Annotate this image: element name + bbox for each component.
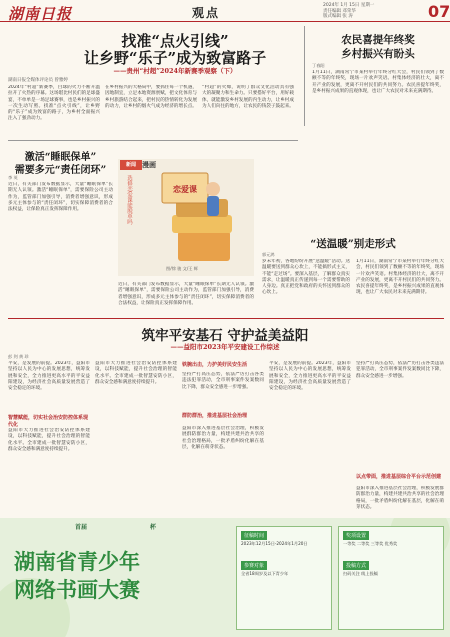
ad-label-left: 首届 bbox=[75, 524, 88, 531]
ad-box-3-label: 奖项设置 bbox=[343, 531, 369, 540]
feature-body-col-2: 益阳市大力推进社会治安防控体系建设，以科技赋能，提升社会治理的智能化水平。全市建成一批智慧安防小区，群众安全感和满意度持续提升。 bbox=[95, 361, 177, 385]
feature-byline: 彭 剑 黄 珍 bbox=[8, 354, 29, 359]
section-title: 观点 bbox=[192, 6, 221, 20]
book-stack bbox=[172, 199, 232, 261]
feature-body-4: 益阳市深入推进基层社会治理，积极发展群防群治力量，构建共建共治共享的社会治理格局，一批矛盾纠纷化解在基层，化解在萌芽状态。 bbox=[182, 426, 264, 450]
left-mid-title-2: 需要多元“责任闭环” bbox=[14, 165, 107, 176]
feature-section-3: 群防群治，推进基层社会治理 bbox=[182, 413, 248, 419]
lead-body-col-1: 2024年“村超”新赛季，白球的火力不断升温拉开了火热的序幕。这场堪比村民们的足球盛宴，不单单是一场足球赛事，也是乡村振兴的一次生动写照。找准“点火引线”，让乡野的“乐子”成为致富的路子，为乡村全面振兴注入了强劲动力。 bbox=[8, 85, 100, 122]
cartoon-sign: 恋爱课 bbox=[173, 185, 197, 194]
feature-body-1: 平安，是发展的前提。2023年，益阳市坚持以人民为中心的发展思想，统筹发展和安全，全力推进更高水平的平安益阳建设，为经济社会高质量发展营造了安全稳定的环境。 bbox=[8, 361, 90, 392]
cartoon-header: 漫画 bbox=[142, 160, 156, 169]
right-mid-body-col-2: 1月11日，湖南常宁市某村举行年终分红大会，村民们领到了数额不等的年终奖，现场一片欢声笑语。村集体经济的壮大，离不开产业的发展，更离不开村民们的共同努力。农民喜提年终奖，是乡村振兴成果的直观体现，也让广大农民对未来充满期待。 bbox=[356, 259, 444, 296]
layout-editor-line: 版式编辑 张 涛 bbox=[323, 14, 353, 19]
ad-info-box-left bbox=[236, 526, 332, 630]
column-divider bbox=[304, 26, 305, 126]
feature-top-rule bbox=[8, 318, 444, 319]
feature-body-col-5b: 益阳市深入推进基层社会治理，积极发展群防群治力量，构建共建共治共享的社会治理格局，一批矛盾纠纷化解在基层，化解在萌芽状态。 bbox=[356, 486, 444, 510]
feature-section-2: 铁腕出击，力护美好民安生活 bbox=[182, 362, 248, 368]
feature-section-1: 智慧赋能，切实社会治安防控体系现代化 bbox=[8, 415, 89, 428]
feature-body-2: 益阳市大力推进社会治安防控体系建设，以科技赋能，提升社会治理的智能化水平。全市建成一批智慧安防小区，群众安全感和满意度持续提升。 bbox=[8, 428, 90, 452]
cartoon-panel bbox=[118, 159, 254, 276]
cartoon-credit: 图/徐 骏 文/王 辉 bbox=[166, 266, 198, 271]
feature-body-col-5: 坚持严打高压态势，依法严厉打击各类违法犯罪活动，全市刑事案件发案数同比下降，群众安全感进一步增强。 bbox=[356, 361, 444, 379]
editor-line: 责任编辑 邓荣华 bbox=[323, 8, 356, 14]
cartoon-tag: 新闻 bbox=[120, 160, 142, 170]
left-mid-byline: 李 英 bbox=[8, 175, 18, 180]
right-mid-body-col-1: 岁末年初，各地纷纷开展“送温暖”活动。送温暖要送到群众心坎上，不能搞形式主义，不能“走过场”。要深入基层，了解群众真实需求，让温暖真正传递到每一个需要帮助的人身边。真正把党和政府的关怀送到群众的心坎上。 bbox=[262, 259, 350, 296]
character-body bbox=[207, 196, 219, 216]
ad-label-center: 杯 bbox=[150, 524, 157, 531]
right-top-title-2: 乡村振兴有盼头 bbox=[341, 48, 415, 60]
right-top-body: 1月11日，湖南常宁市某村举行年终分红大会，村民们领到了数额不等的年终奖，现场一片欢声笑语。村集体经济的壮大，离不开产业的发展，更离不开村民们的共同努力。农民喜提年终奖，是乡村振兴成果的直观体现，也让广大农民对未来充满期待。 bbox=[312, 70, 444, 94]
lead-byline: 湖南日报全媒体评论员 曾雅婷 bbox=[8, 78, 68, 83]
ad-info-box-right bbox=[338, 526, 444, 630]
cartoon-illustration bbox=[118, 159, 254, 276]
right-mid-byline: 郭元鸿 bbox=[262, 252, 275, 257]
right-top-title-1: 农民喜提年终奖 bbox=[341, 34, 415, 46]
ad-box-1-text: 2023年12月15日-2024年1月20日 bbox=[241, 541, 308, 546]
section-divider bbox=[8, 140, 298, 141]
newspaper-logo: 湖南日报 bbox=[8, 5, 73, 23]
ad-title-line-2: 网络书画大赛 bbox=[14, 577, 140, 602]
feature-section-4: 以点带面，推进基层综合平台示范创建 bbox=[356, 474, 442, 480]
ad-box-2-text: 全省18周岁及以下青少年 bbox=[241, 571, 289, 576]
contest-advertisement bbox=[0, 518, 450, 637]
right-mid-title: “送温暖”别走形式 bbox=[310, 238, 396, 250]
ad-box-2-label: 参赛对象 bbox=[241, 561, 267, 570]
ad-box-4-label: 投稿方式 bbox=[343, 561, 369, 570]
left-mid-body: 近日，有关部门发布数据显示，大量“睡眠保单”长期无人认领。激活“睡眠保单”，需要保险公司主动作为，监管部门加强引导，消费者增强意识，形成多元主体参与的“责任闭环”，切实保障消费者的合法权益，让保险真正发挥保障作用。 bbox=[8, 182, 113, 213]
left-mid-title-1: 激活“睡眠保单” bbox=[24, 152, 97, 163]
page-number: 07 bbox=[428, 2, 450, 21]
character-head bbox=[206, 182, 220, 196]
ad-box-1-label: 征稿时间 bbox=[241, 531, 267, 540]
ad-box-4-text: 扫码关注 线上投稿 bbox=[343, 571, 378, 576]
feature-subtitle: ——益阳市2023年平安建设工作综述 bbox=[170, 343, 280, 351]
masthead bbox=[0, 0, 450, 22]
feature-title: 筑牢平安基石 守护益美益阳 bbox=[141, 328, 309, 344]
cartoon-vertical-caption: 选修恋爱课能脱单吗 bbox=[126, 175, 132, 225]
lead-subtitle: ——贵州“村超”2024年新赛季观察（下） bbox=[113, 67, 237, 75]
lead-title-line-1: 找准“点火引线” bbox=[121, 32, 229, 50]
cartoon-commentary: 近日，有关部门发布数据显示，大量“睡眠保单”长期无人认领。激活“睡眠保单”，需要保险公司主动作为，监管部门加强引导，消费者增强意识，形成多元主体参与的“责任闭环”，切实保障消费者的合法权益，让保险真正发挥保障作用。 bbox=[118, 282, 254, 306]
feature-body-3: 坚持严打高压态势，依法严厉打击各类违法犯罪活动，全市刑事案件发案数同比下降，群众安全感进一步增强。 bbox=[182, 372, 264, 390]
date-info bbox=[323, 3, 374, 20]
ad-title-line-1: 湖南省青少年 bbox=[14, 549, 140, 574]
lead-body-col-2: 在乡村振兴的大格局中，要抓住每一个机遇，因地制宜，立足本地资源禀赋，把文化体育与乡村旅游结合起来，把村民的热情转化为发展的动力，让乡村的烟火气成为经济的增长点。 bbox=[105, 85, 197, 109]
lead-title-line-2: 让乡野“乐子”成为致富路子 bbox=[83, 49, 267, 67]
ad-box-3-text: 一等奖 二等奖 三等奖 优秀奖 bbox=[343, 541, 398, 546]
date-line: 2024年 1月 15日 星期一 bbox=[323, 3, 375, 8]
feature-body-col-4: 平安，是发展的前提。2023年，益阳市坚持以人民为中心的发展思想，统筹发展和安全，全力推进更高水平的平安益阳建设，为经济社会高质量发展营造了安全稳定的环境。 bbox=[269, 361, 351, 392]
right-top-byline: 丁春阳 bbox=[312, 63, 325, 68]
lead-body-col-3: “村超”的火爆，说明了群众文化活动具有强大的凝聚力和生命力。只要搭好平台，用好载体，就能激发乡村发展的内生动力，让乡村成为人们向往的地方，让农民的钱袋子鼓起来。 bbox=[202, 85, 294, 109]
